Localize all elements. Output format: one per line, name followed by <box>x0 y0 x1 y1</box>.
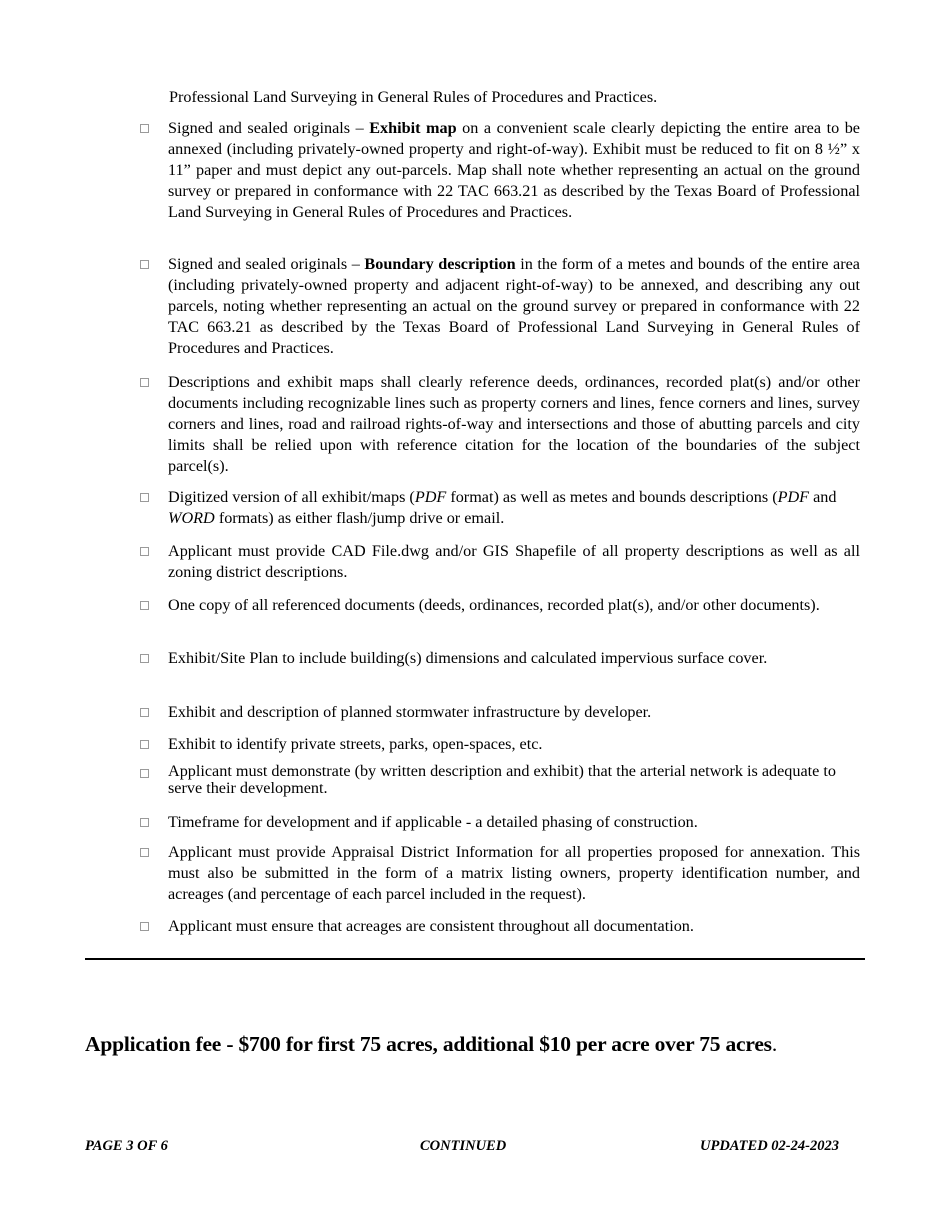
checkbox-icon[interactable] <box>140 124 149 133</box>
exhibit-map-label: Exhibit map <box>369 119 457 137</box>
checkbox-icon[interactable] <box>140 708 149 717</box>
checkbox-icon[interactable] <box>140 818 149 827</box>
checkbox-icon[interactable] <box>140 654 149 663</box>
checklist-item-private-streets <box>140 734 860 755</box>
checkbox-icon[interactable] <box>140 547 149 556</box>
checkbox-icon[interactable] <box>140 378 149 387</box>
checklist-item-text: Exhibit and description of planned stormwater infrastructure by developer. <box>168 703 652 721</box>
checkbox-icon[interactable] <box>140 493 149 502</box>
checklist-item-text: Digitized version of all exhibit/maps (PDF format) as well as metes and bounds descriptions (PDF and WORD formats) as either flash/jump drive or email. <box>168 488 837 527</box>
checklist-item-text: Applicant must provide CAD File.dwg and/or GIS Shapefile of all property descriptions as well as all zoning district descriptions. <box>168 542 860 581</box>
checklist-item-boundary-description <box>140 254 860 359</box>
checklist-item-appraisal-district <box>140 842 860 905</box>
checklist-item-text: Applicant must ensure that acreages are consistent throughout all documentation. <box>168 917 694 935</box>
checklist-item-text: Exhibit/Site Plan to include building(s) dimensions and calculated impervious surface cover. <box>168 649 768 667</box>
checklist-item-text: Descriptions and exhibit maps shall clearly reference deeds, ordinances, recorded plat(s) and/or other documents including recognizable lines such as property corners and lines, fence corners and lines, survey corners and lines, road and railroad rights-of-way and intersections and those of abutting parcels and city limits shall be relied upon with reference citation for the location of the boundaries of the subject parcel(s). <box>168 373 860 475</box>
checklist-item-timeframe <box>140 812 860 833</box>
checklist-item-arterial-network <box>140 763 860 797</box>
checklist-item-stormwater <box>140 702 860 723</box>
checklist-item-acreages <box>140 916 860 937</box>
checklist-item-referenced-documents <box>140 595 860 616</box>
footer-page-number: PAGE 3 OF 6 <box>85 1138 168 1154</box>
checkbox-icon[interactable] <box>140 769 149 778</box>
continuation-text: Professional Land Surveying in General Rules of Procedures and Practices. <box>169 88 658 106</box>
checklist-item-text: Timeframe for development and if applicable - a detailed phasing of construction. <box>168 813 698 831</box>
boundary-description-label: Boundary description <box>364 255 516 273</box>
checklist-item-text: One copy of all referenced documents (deeds, ordinances, recorded plat(s), and/or other documents). <box>168 596 820 614</box>
checklist-item-cad-file <box>140 541 860 583</box>
checklist-item-text: Signed and sealed originals – Boundary description in the form of a metes and bounds of the entire area (including privately-owned property and adjacent right-of-way) to be annexed, and describing any out parcels, noting whether representing an actual on the ground survey or prepared in conformance with 22 TAC 663.21 as described by the Texas Board of Professional Land Surveying in General Rules of Procedures and Practices. <box>168 255 860 357</box>
application-fee-note: Application fee - $700 for first 75 acres, additional $10 per acre over 75 acres. <box>85 1032 778 1056</box>
footer-updated-date: UPDATED 02-24-2023 <box>700 1138 839 1154</box>
checklist-item-text: Signed and sealed originals – Exhibit map on a convenient scale clearly depicting the entire area to be annexed (including privately-owned property and right-of-way). Exhibit must be reduced to fit on 8 ½” x 11” paper and must depict any out-parcels. Map shall note whether representing an actual on the ground survey or prepared in conformance with 22 TAC 663.21 as described by the Texas Board of Professional Land Surveying in General Rules of Procedures and Practices. <box>168 119 860 221</box>
checkbox-icon[interactable] <box>140 848 149 857</box>
section-divider <box>85 958 865 960</box>
checkbox-icon[interactable] <box>140 260 149 269</box>
checklist-item-text: Applicant must provide Appraisal District Information for all properties proposed for annexation. This must also be submitted in the form of a matrix listing owners, property identification number, and acreages (and percentage of each parcel included in the request). <box>168 843 860 903</box>
checkbox-icon[interactable] <box>140 740 149 749</box>
application-fee-text: Application fee - $700 for first 75 acres, additional $10 per acre over 75 acres <box>85 1032 772 1056</box>
checkbox-icon[interactable] <box>140 601 149 610</box>
checklist-item-text: Exhibit to identify private streets, parks, open-spaces, etc. <box>168 735 543 753</box>
checklist-item-text: Applicant must demonstrate (by written description and exhibit) that the arterial network is adequate to serve their development. <box>168 762 836 797</box>
footer-continued: CONTINUED <box>420 1138 507 1154</box>
checklist-item-exhibit-map <box>140 118 860 223</box>
checklist-item-site-plan <box>140 648 860 669</box>
checklist-item-digitized <box>140 487 875 529</box>
checkbox-icon[interactable] <box>140 922 149 931</box>
checklist-item-references <box>140 372 860 477</box>
